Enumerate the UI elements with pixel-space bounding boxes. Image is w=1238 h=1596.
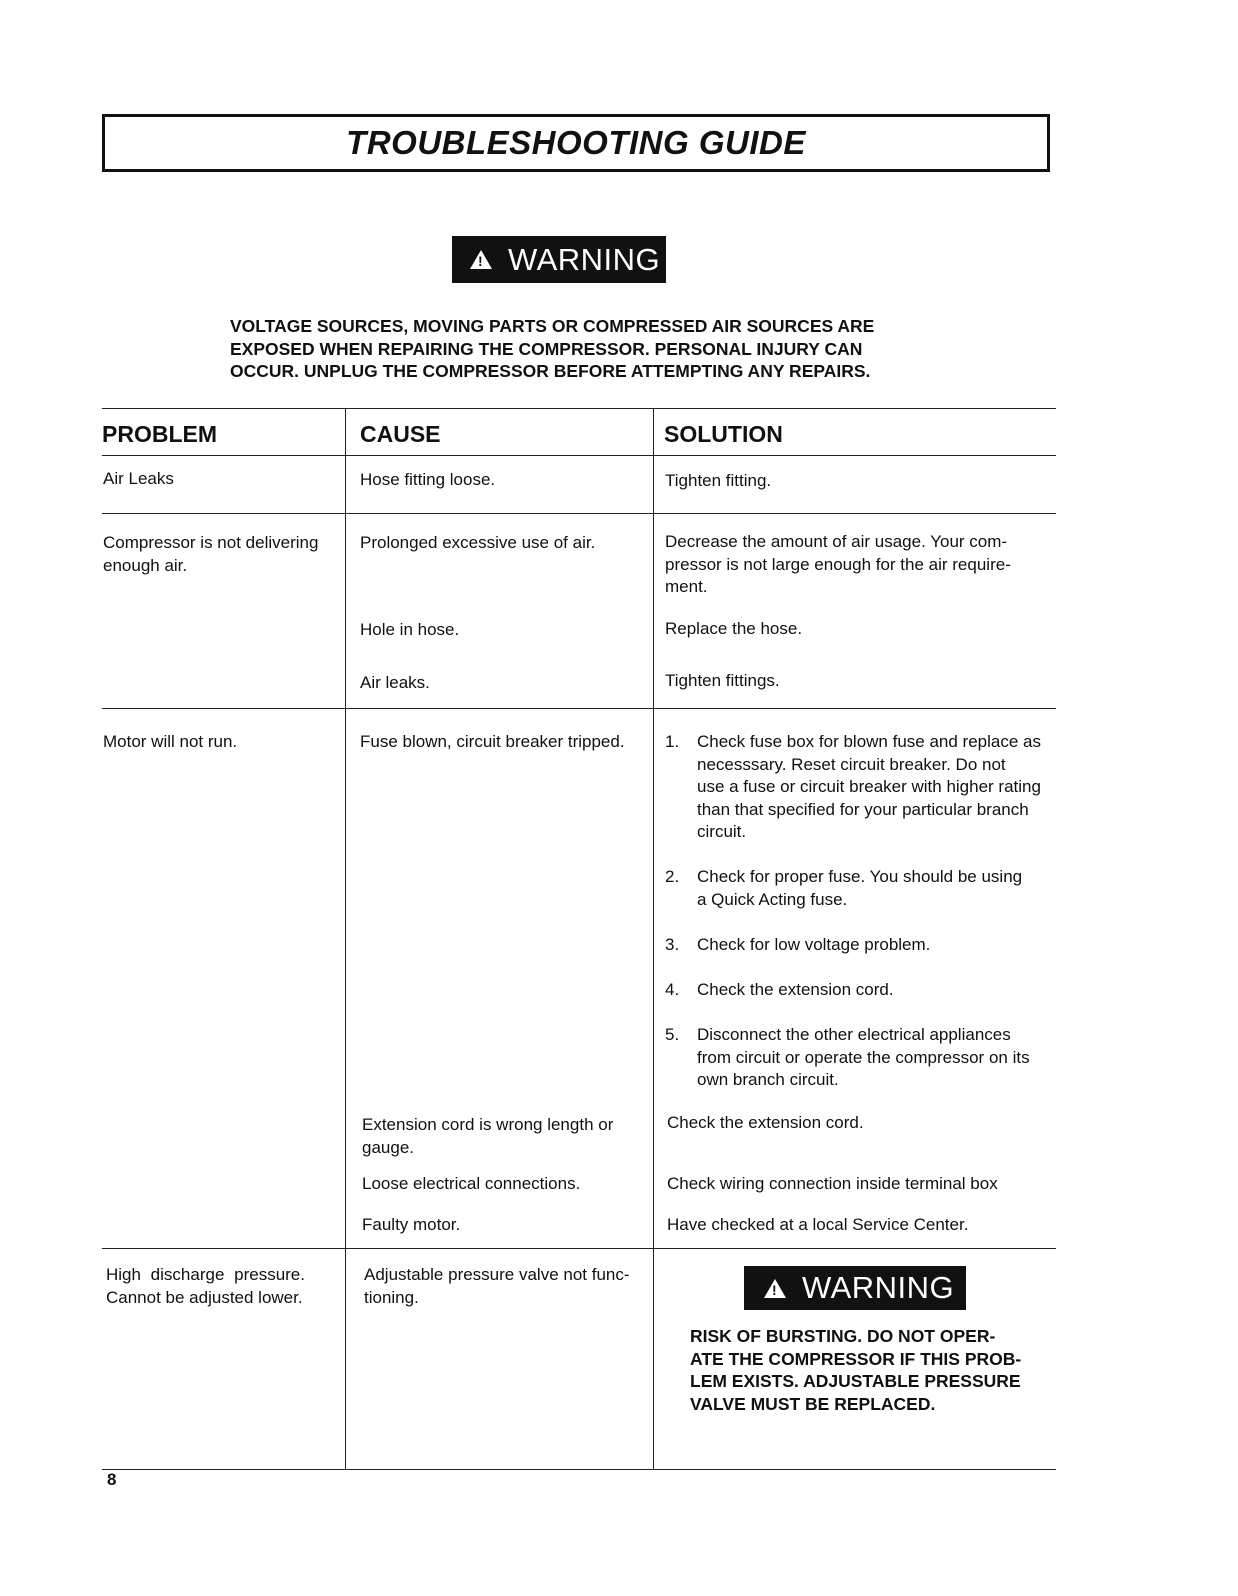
row2-solution-2: Replace the hose.: [665, 619, 803, 638]
page-number: 8: [107, 1470, 117, 1489]
header-rule: [102, 455, 1056, 456]
table-top-rule: [102, 408, 1056, 409]
row4-warning-text: RISK OF BURSTING. DO NOT OPER- ATE THE COMPRESSOR IF THIS PROB- LEM EXISTS. ADJUSTABLE PRESSURE VALVE MUST BE REPLACED.: [690, 1326, 1022, 1414]
row2-problem: Compressor is not delivering enough air.: [103, 533, 319, 575]
row2-solution-3: Tighten fittings.: [665, 671, 780, 690]
warning-line: OCCUR. UNPLUG THE COMPRESSOR BEFORE ATTEMPTING ANY REPAIRS.: [230, 361, 871, 381]
row2-cause-1: Prolonged excessive use of air.: [360, 533, 596, 552]
column-divider-solution: [653, 408, 654, 1469]
row4-cause: Adjustable pressure valve not func- tioning.: [364, 1265, 630, 1307]
row2-solution-1: Decrease the amount of air usage. Your com- pressor is not large enough for the air require- ment.: [665, 532, 1011, 596]
header-solution: SOLUTION: [664, 421, 783, 447]
top-warning-text: [230, 315, 950, 383]
warning-label: WARNING: [508, 241, 661, 277]
table-bottom-rule: [102, 1469, 1056, 1470]
row2-rule: [102, 708, 1056, 709]
warning-triangle-icon: !: [470, 250, 492, 269]
row3-cause-3: Loose electrical connections.: [362, 1174, 581, 1193]
step-4: 4. Check the extension cord.: [665, 980, 894, 999]
row2-cause-3: Air leaks.: [360, 673, 430, 692]
warning-line: VOLTAGE SOURCES, MOVING PARTS OR COMPRESSED AIR SOURCES ARE: [230, 316, 875, 336]
title-box: [102, 114, 1050, 172]
row3-cause-4: Faulty motor.: [362, 1215, 461, 1234]
row3-cause-2: Extension cord is wrong length or gauge.: [362, 1115, 614, 1157]
step-2: 2. Check for proper fuse. You should be using a Quick Acting fuse.: [665, 867, 1023, 909]
step-3: 3. Check for low voltage problem.: [665, 935, 931, 954]
row1-problem: Air Leaks: [103, 469, 174, 488]
row1-solution: Tighten fitting.: [665, 471, 772, 490]
warning-line: EXPOSED WHEN REPAIRING THE COMPRESSOR. PERSONAL INJURY CAN: [230, 338, 863, 359]
warning-label: WARNING: [802, 1270, 955, 1305]
row3-solution-2: Check the extension cord.: [667, 1113, 864, 1132]
page-title: TROUBLESHOOTING GUIDE: [346, 124, 806, 161]
column-divider-cause: [345, 408, 346, 1469]
step-5: 5. Disconnect the other electrical appliances from circuit or operate the compressor on its own branch circuit.: [665, 1025, 1030, 1089]
warning-triangle-icon: !: [764, 1279, 786, 1298]
row4-problem: High discharge pressure. Cannot be adjusted lower.: [106, 1265, 305, 1307]
row3-solution-3: Check wiring connection inside terminal box: [667, 1174, 998, 1193]
row4-warning-badge: [744, 1266, 966, 1310]
row3-rule: [102, 1248, 1056, 1249]
header-problem: PROBLEM: [102, 421, 217, 447]
header-cause: CAUSE: [360, 421, 441, 447]
row3-cause-1: Fuse blown, circuit breaker tripped.: [360, 732, 625, 751]
row1-rule: [102, 513, 1056, 514]
row1-cause: Hose fitting loose.: [360, 470, 496, 489]
row3-solution-4: Have checked at a local Service Center.: [667, 1215, 969, 1234]
row2-cause-2: Hole in hose.: [360, 620, 460, 639]
top-warning-badge: [452, 236, 666, 283]
row3-problem: Motor will not run.: [103, 732, 238, 751]
step-1: 1. Check fuse box for blown fuse and replace as necesssary. Reset circuit breaker. Do not use a fuse or circuit breaker with higher rating than that specified for your particular branch circuit.: [665, 732, 1041, 841]
